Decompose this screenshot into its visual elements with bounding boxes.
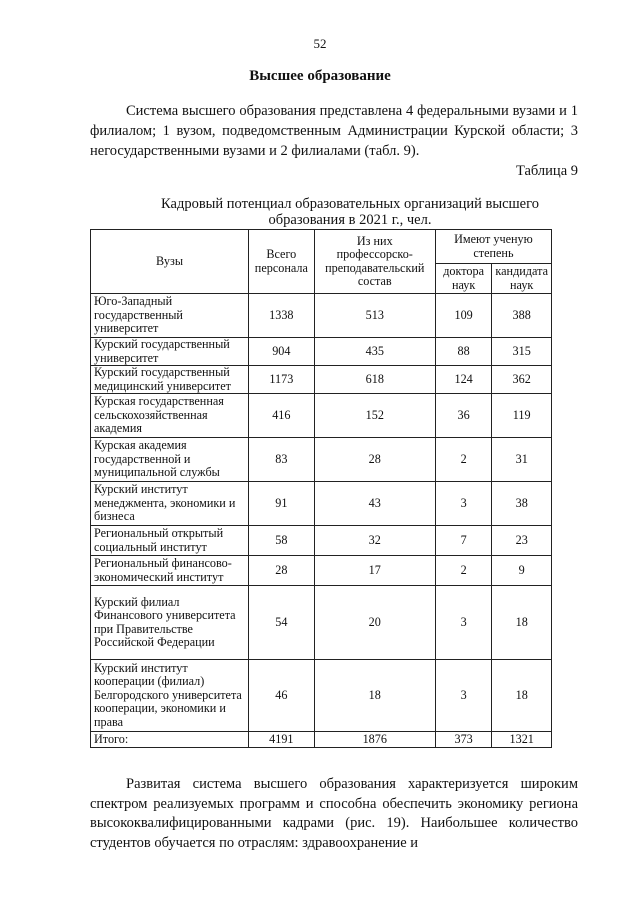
row-total: 54: [248, 586, 314, 660]
row-name: Курский филиал Финансового университета при Правительстве Российской Федерации: [91, 586, 249, 660]
row-candidates: 362: [492, 366, 552, 394]
row-name: Курская академия государственной и муниципальной службы: [91, 438, 249, 482]
row-total: 416: [248, 394, 314, 438]
row-name: Региональный финансово-экономический институт: [91, 556, 249, 586]
table-row: [91, 366, 552, 394]
row-doctors: 36: [435, 394, 492, 438]
table-row: [91, 294, 552, 338]
row-pps: 18: [314, 660, 435, 732]
row-doctors: 7: [435, 526, 492, 556]
row-total: 904: [248, 338, 314, 366]
header-candidates: кандидата наук: [492, 264, 552, 294]
table-label: Таблица 9: [515, 163, 578, 179]
header-degree: Имеют ученую степень: [435, 230, 551, 264]
row-total: 91: [248, 482, 314, 526]
closing-paragraph: Развитая система высшего образования характеризуется широким спектром реализуемых программ и способна обеспечить экономику региона высококвалифицированными кадрами (рис. 19). Наибольшее количество студентов обучается по отраслям: здравоохранение и: [90, 776, 578, 851]
totals-doctors: 373: [435, 732, 492, 748]
row-pps: 32: [314, 526, 435, 556]
row-doctors: 124: [435, 366, 492, 394]
totals-row: [91, 732, 552, 748]
row-name: Курский государственный университет: [91, 338, 249, 366]
table-row: [91, 394, 552, 438]
row-doctors: 2: [435, 556, 492, 586]
row-total: 83: [248, 438, 314, 482]
row-doctors: 2: [435, 438, 492, 482]
table-row: [91, 482, 552, 526]
intro-paragraph: Система высшего образования представлена 4 федеральными вузами и 1 филиалом; 1 вузом, подведомственным Администрации Курской области; 3 негосударственными вузами и 2 филиалами (табл. 9).: [90, 103, 578, 159]
row-name: Курский институт менеджмента, экономики и бизнеса: [91, 482, 249, 526]
header-pps: Из них профессорско-преподавательский состав: [314, 230, 435, 294]
row-pps: 28: [314, 438, 435, 482]
row-candidates: 23: [492, 526, 552, 556]
row-candidates: 38: [492, 482, 552, 526]
row-doctors: 3: [435, 482, 492, 526]
row-pps: 20: [314, 586, 435, 660]
row-pps: 618: [314, 366, 435, 394]
page-number: 52: [313, 36, 327, 51]
row-candidates: 31: [492, 438, 552, 482]
staff-table: [90, 229, 552, 748]
table-row: [91, 556, 552, 586]
totals-total: 4191: [248, 732, 314, 748]
row-total: 46: [248, 660, 314, 732]
row-name: Курский государственный медицинский университет: [91, 366, 249, 394]
row-doctors: 3: [435, 586, 492, 660]
table-row: [91, 526, 552, 556]
row-name: Курский институт кооперации (филиал) Белгородского университета кооперации, экономики и права: [91, 660, 249, 732]
row-name: Курская государственная сельскохозяйственная академия: [91, 394, 249, 438]
row-candidates: 119: [492, 394, 552, 438]
row-candidates: 388: [492, 294, 552, 338]
row-pps: 513: [314, 294, 435, 338]
row-doctors: 88: [435, 338, 492, 366]
totals-pps: 1876: [314, 732, 435, 748]
header-doctors: доктора наук: [435, 264, 492, 294]
row-name: Юго-Западный государственный университет: [91, 294, 249, 338]
table-row: [91, 338, 552, 366]
row-candidates: 18: [492, 586, 552, 660]
row-candidates: 9: [492, 556, 552, 586]
row-pps: 435: [314, 338, 435, 366]
row-total: 1173: [248, 366, 314, 394]
row-name: Региональный открытый социальный институт: [91, 526, 249, 556]
row-candidates: 315: [492, 338, 552, 366]
header-total: Всего персонала: [248, 230, 314, 294]
table-row: [91, 438, 552, 482]
totals-label: Итого:: [91, 732, 249, 748]
table-title: Кадровый потенциал образовательных организаций высшего образования в 2021 г., чел.: [161, 196, 539, 228]
row-doctors: 109: [435, 294, 492, 338]
totals-candidates: 1321: [492, 732, 552, 748]
row-pps: 152: [314, 394, 435, 438]
row-doctors: 3: [435, 660, 492, 732]
table-row: [91, 660, 552, 732]
row-total: 58: [248, 526, 314, 556]
table-row: [91, 586, 552, 660]
row-pps: 43: [314, 482, 435, 526]
row-total: 28: [248, 556, 314, 586]
row-total: 1338: [248, 294, 314, 338]
row-pps: 17: [314, 556, 435, 586]
row-candidates: 18: [492, 660, 552, 732]
header-vuz: Вузы: [91, 230, 249, 294]
section-heading: Высшее образование: [249, 68, 391, 84]
